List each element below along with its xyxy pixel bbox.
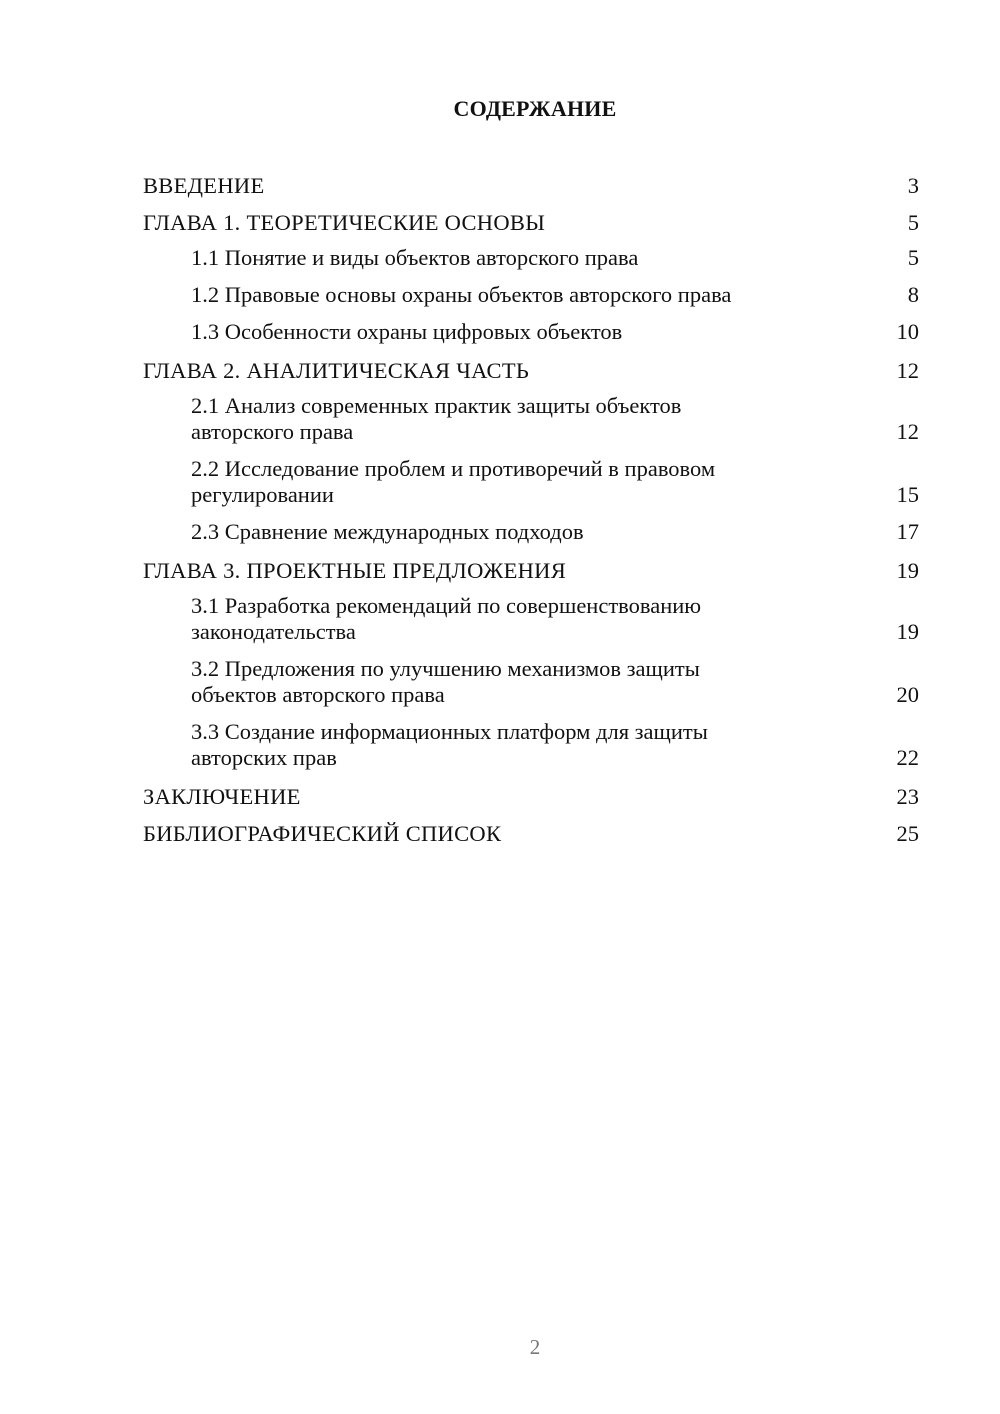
toc-chapter-entry	[143, 170, 919, 207]
toc-entry-page: 8	[907, 282, 919, 307]
toc-section-entry	[143, 518, 919, 555]
page-title: СОДЕРЖАНИЕ	[453, 96, 617, 121]
toc-entry-page: 17	[896, 519, 919, 544]
toc-section-entry	[143, 244, 919, 281]
toc-entry-page: 19	[896, 619, 919, 644]
page-number: 2	[529, 1335, 541, 1359]
toc-entry-title: 2.2 Исследование проблем и противоречий в правовом регулировании	[191, 456, 716, 507]
toc-entry-title: 3.2 Предложения по улучшению механизмов защиты объектов авторского права	[191, 656, 700, 707]
toc-entry-title: ЗАКЛЮЧЕНИЕ	[143, 784, 301, 809]
toc-entry-page: 19	[896, 558, 919, 583]
toc-entry-page: 12	[896, 358, 919, 383]
toc-chapter-entry	[143, 818, 919, 855]
toc-section-entry	[143, 455, 919, 518]
toc-entry-title: ГЛАВА 3. ПРОЕКТНЫЕ ПРЕДЛОЖЕНИЯ	[143, 558, 567, 583]
toc-entry-title: ГЛАВА 2. АНАЛИТИЧЕСКАЯ ЧАСТЬ	[143, 358, 530, 383]
toc-entry-title: 2.3 Сравнение международных подходов	[191, 519, 584, 544]
toc-entry-title: БИБЛИОГРАФИЧЕСКИЙ СПИСОК	[143, 821, 502, 846]
toc-entry-title: ВВЕДЕНИЕ	[143, 173, 265, 198]
toc-section-entry	[143, 655, 919, 718]
toc-chapter-entry	[143, 207, 919, 244]
toc-entry-page: 15	[896, 482, 919, 507]
toc-entry-page: 3	[907, 173, 919, 198]
toc-entry-title: 1.3 Особенности охраны цифровых объектов	[191, 319, 623, 344]
toc-section-entry	[143, 718, 919, 781]
toc-section-entry	[143, 592, 919, 655]
toc-chapter-entry	[143, 355, 919, 392]
toc-entry-page: 10	[896, 319, 919, 344]
toc-section-entry	[143, 318, 919, 355]
toc-entry-title: 3.3 Создание информационных платформ для защиты авторских прав	[191, 719, 708, 770]
toc-section-entry	[143, 392, 919, 455]
toc-section-entry	[143, 281, 919, 318]
toc-entry-title: ГЛАВА 1. ТЕОРЕТИЧЕСКИЕ ОСНОВЫ	[143, 210, 546, 235]
toc-entry-page: 12	[896, 419, 919, 444]
toc-entry-page: 20	[896, 682, 919, 707]
toc-entry-page: 5	[907, 245, 919, 270]
toc-entry-page: 5	[907, 210, 919, 235]
toc-entry-page: 23	[896, 784, 919, 809]
toc-entry-title: 2.1 Анализ современных практик защиты объектов авторского права	[191, 393, 682, 444]
toc-entry-title: 1.1 Понятие и виды объектов авторского права	[191, 245, 639, 270]
toc-chapter-entry	[143, 781, 919, 818]
table-of-contents	[143, 170, 919, 855]
toc-entry-title: 1.2 Правовые основы охраны объектов авторского права	[191, 282, 732, 307]
toc-entry-page: 22	[896, 745, 919, 770]
toc-entry-title: 3.1 Разработка рекомендаций по совершенствованию законодательства	[191, 593, 702, 644]
toc-chapter-entry	[143, 555, 919, 592]
toc-entry-page: 25	[896, 821, 919, 846]
